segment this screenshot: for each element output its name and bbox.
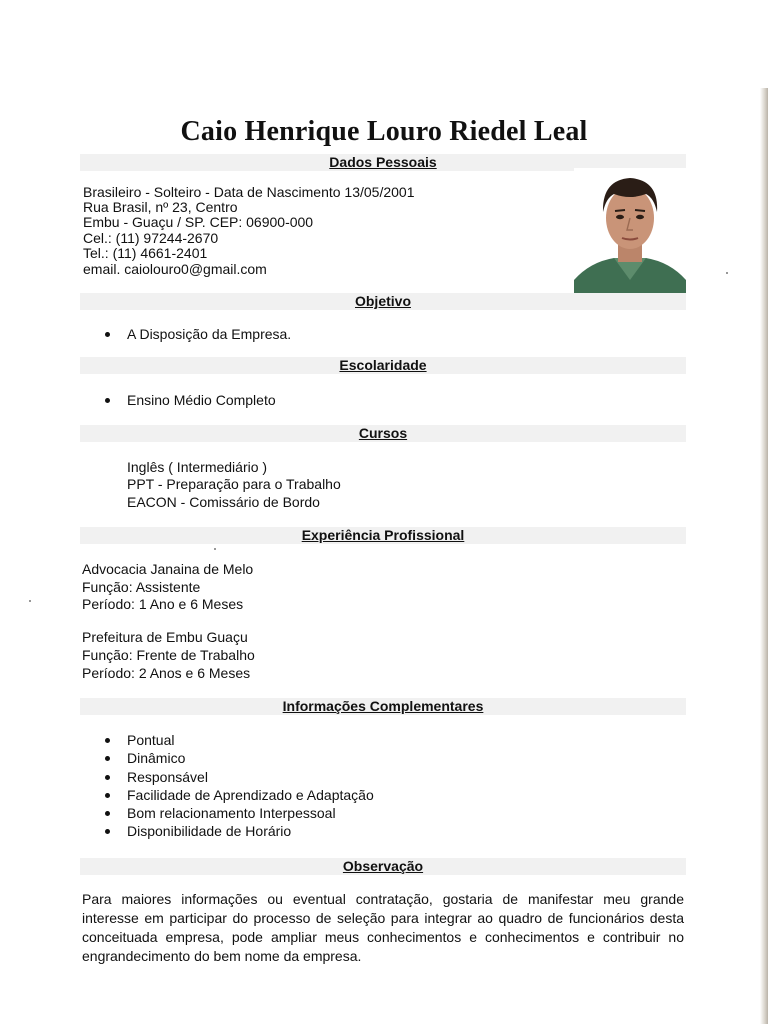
candidate-name: Caio Henrique Louro Riedel Leal <box>180 116 588 147</box>
section-title-escolaridade: Escolaridade <box>339 357 427 373</box>
course-item: Inglês ( Intermediário ) <box>127 459 268 475</box>
list-item: Responsável <box>83 768 374 786</box>
profile-photo <box>574 168 686 295</box>
list-item: Facilidade de Aprendizado e Adaptação <box>83 786 374 804</box>
informacoes-list <box>83 731 374 841</box>
experience-company: Advocacia Janaina de Melo <box>82 561 254 577</box>
list-item: Disponibilidade de Horário <box>83 822 374 840</box>
list-item: Dinâmico <box>83 749 374 767</box>
personal-info-line: Brasileiro - Solteiro - Data de Nascimento 13/05/2001 <box>83 184 415 200</box>
email-line: email. caiolouro0@gmail.com <box>83 261 267 277</box>
section-title-observacao: Observação <box>342 858 424 874</box>
section-title-cursos: Cursos <box>358 425 408 441</box>
experience-period: Período: 2 Anos e 6 Meses <box>82 665 251 681</box>
phone-line: Tel.: (11) 4661-2401 <box>83 245 208 261</box>
escolaridade-list <box>83 391 276 409</box>
section-title-informacoes: Informações Complementares <box>282 698 484 714</box>
section-title-experiencia: Experiência Profissional <box>301 527 465 543</box>
experience-role: Função: Frente de Trabalho <box>82 647 255 663</box>
objetivo-list <box>83 325 291 343</box>
scan-speck <box>726 272 728 274</box>
observacao-paragraph: Para maiores informações ou eventual contratação, gostaria de manifestar meu grande interesse em participar do processo de seleção para integrar ao quadro de funcionários desta conceituada empresa, pode ampliar meus conhecimentos e conhecimentos e contribuir no engrandecimento do bem nome da empresa. <box>82 891 684 964</box>
section-title-objetivo: Objetivo <box>354 293 411 309</box>
section-title-dados-pessoais: Dados Pessoais <box>329 154 437 170</box>
address-line: Rua Brasil, nº 23, Centro <box>83 199 238 215</box>
city-line: Embu - Guaçu / SP. CEP: 06900-000 <box>83 214 314 230</box>
course-item: EACON - Comissário de Bordo <box>127 494 320 510</box>
list-item: Bom relacionamento Interpessoal <box>83 804 374 822</box>
list-item: Ensino Médio Completo <box>83 391 276 409</box>
list-item: Pontual <box>83 731 374 749</box>
experience-period: Período: 1 Ano e 6 Meses <box>82 596 244 612</box>
experience-company: Prefeitura de Embu Guaçu <box>82 629 248 645</box>
cell-phone-line: Cel.: (11) 97244-2670 <box>83 230 219 246</box>
course-item: PPT - Preparação para o Trabalho <box>127 476 341 492</box>
page-edge-shadow <box>760 88 768 1024</box>
list-item: A Disposição da Empresa. <box>83 325 291 343</box>
scan-speck <box>214 548 216 550</box>
scan-speck <box>29 600 31 602</box>
experience-role: Função: Assistente <box>82 579 201 595</box>
